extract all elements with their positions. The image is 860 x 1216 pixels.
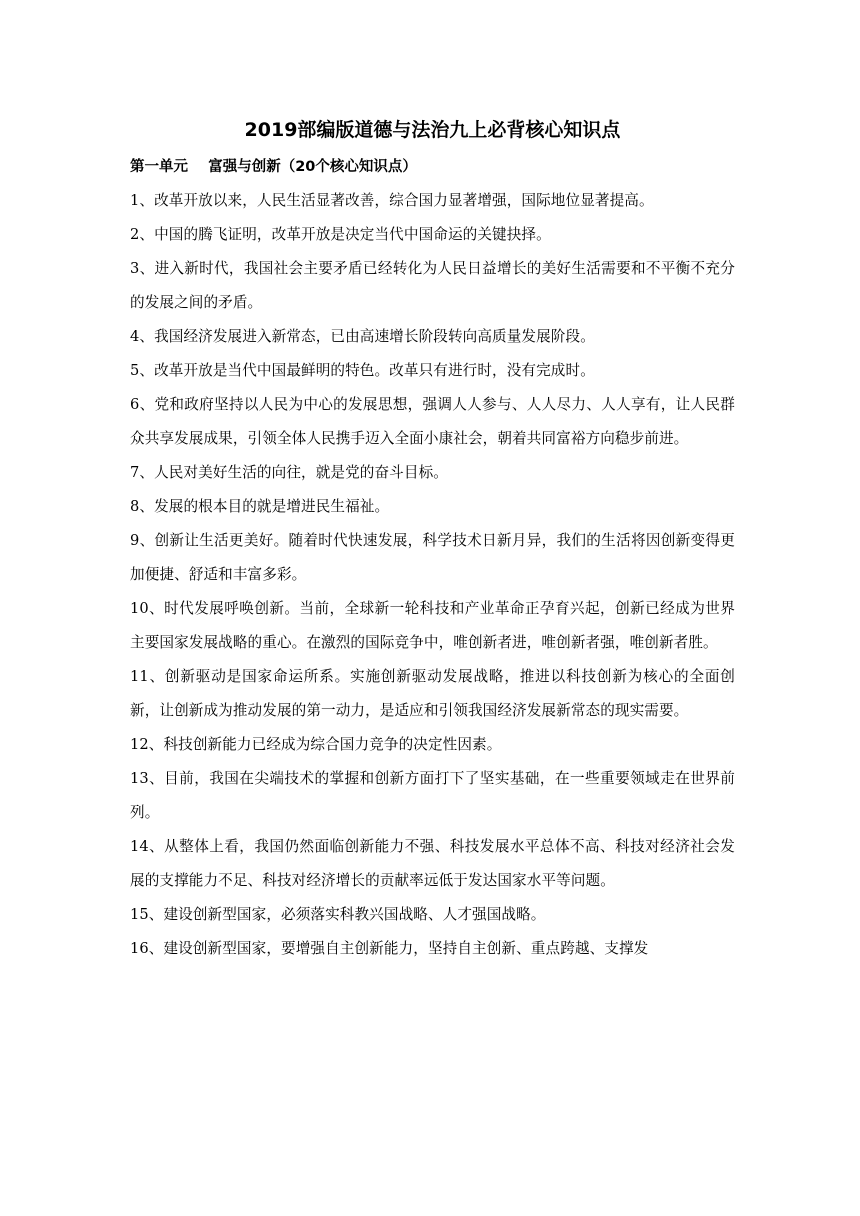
knowledge-point-11: 11、创新驱动是国家命运所系。实施创新驱动发展战略，推进以科技创新为核心的全面创新，让创新成为推动发展的第一动力，是适应和引领我国经济发展新常态的现实需要。	[130, 668, 735, 719]
knowledge-point-6: 6、党和政府坚持以人民为中心的发展思想，强调人人参与、人人尽力、人人享有，让人民群众共享发展成果，引领全体人民携手迈入全面小康社会，朝着共同富裕方向稳步前进。	[130, 396, 735, 447]
knowledge-point-14: 14、从整体上看，我国仍然面临创新能力不强、科技发展水平总体不高、科技对经济社会发展的支撑能力不足、科技对经济增长的贡献率远低于发达国家水平等问题。	[130, 838, 735, 889]
document-page	[130, 112, 735, 966]
knowledge-point-3: 3、进入新时代，我国社会主要矛盾已经转化为人民日益增长的美好生活需要和不平衡不充分的发展之间的矛盾。	[130, 260, 735, 311]
knowledge-point-5: 5、改革开放是当代中国最鲜明的特色。改革只有进行时，没有完成时。	[130, 362, 595, 379]
knowledge-point-15: 15、建设创新型国家，必须落实科教兴国战略、人才强国战略。	[130, 906, 546, 923]
knowledge-point-10: 10、时代发展呼唤创新。当前，全球新一轮科技和产业革命正孕育兴起，创新已经成为世界主要国家发展战略的重心。在激烈的国际竞争中，唯创新者进，唯创新者强，唯创新者胜。	[130, 600, 735, 651]
knowledge-point-2: 2、中国的腾飞证明，改革开放是决定当代中国命运的关键抉择。	[130, 226, 551, 243]
knowledge-point-1: 1、改革开放以来，人民生活显著改善，综合国力显著增强，国际地位显著提高。	[130, 192, 654, 209]
knowledge-point-8: 8、发展的根本目的就是增进民生福祉。	[130, 498, 390, 515]
knowledge-point-13: 13、目前，我国在尖端技术的掌握和创新方面打下了坚实基础，在一些重要领域走在世界前列。	[130, 770, 735, 821]
section-heading: 第一单元 富强与创新（20个核心知识点）	[130, 159, 417, 175]
knowledge-point-7: 7、人民对美好生活的向往，就是党的奋斗目标。	[130, 464, 448, 481]
knowledge-point-9: 9、创新让生活更美好。随着时代快速发展，科学技术日新月异，我们的生活将因创新变得更加便捷、舒适和丰富多彩。	[130, 532, 735, 583]
knowledge-point-12: 12、科技创新能力已经成为综合国力竞争的决定性因素。	[130, 736, 502, 753]
knowledge-point-4: 4、我国经济发展进入新常态，已由高速增长阶段转向高质量发展阶段。	[130, 328, 595, 345]
knowledge-point-16: 16、建设创新型国家，要增强自主创新能力，坚持自主创新、重点跨越、支撑发	[130, 940, 649, 957]
document-title: 2019部编版道德与法治九上必背核心知识点	[244, 119, 621, 141]
knowledge-point-list	[130, 184, 735, 966]
